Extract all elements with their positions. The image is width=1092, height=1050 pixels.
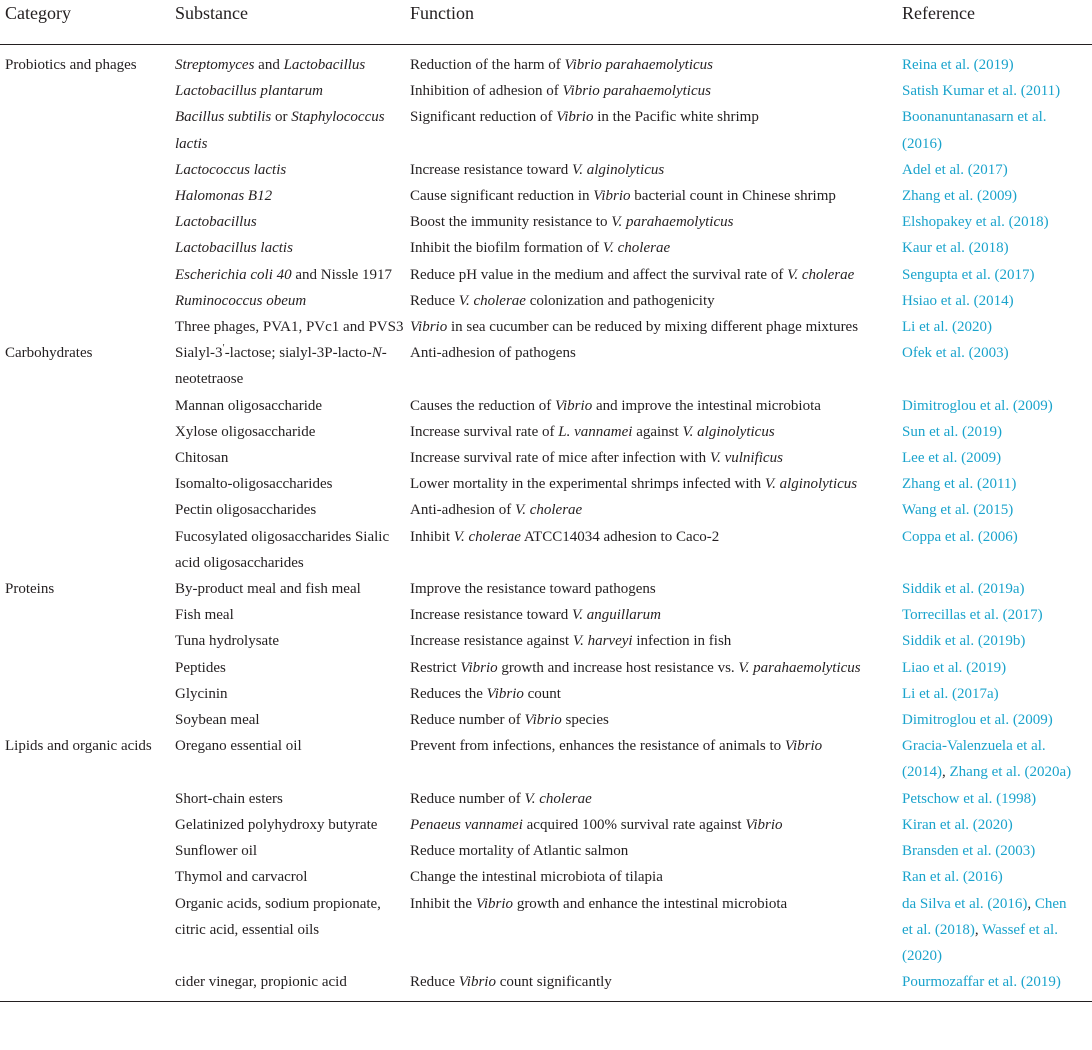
cell-reference[interactable]: Sengupta et al. (2017) [902,266,1035,283]
cell-function: Reduces the Vibrio count [410,685,561,702]
cell-substance: Soybean meal [175,712,260,729]
cell-substance: Xylose oligosaccharide [175,423,316,440]
table-row [0,497,1092,523]
table-row [0,471,1092,497]
cell-function: Increase survival rate of mice after infection with V. vulnificus [410,450,783,467]
cell-category: Lipids and organic acids [5,738,152,755]
cell-substance: Fucosylated oligosaccharides Sialic acid oligosaccharides [175,528,390,571]
table-row [0,707,1092,733]
table-row [0,576,1092,602]
header-category: Category [0,0,175,45]
cell-category [0,183,175,209]
cell-substance: Ruminococcus obeum [175,292,307,309]
header-reference: Reference [902,0,1092,45]
cell-function: Improve the resistance toward pathogens [410,581,656,598]
cell-category [0,235,175,261]
cell-function: Restrict Vibrio growth and increase host resistance vs. V. parahaemolyticus [410,659,861,676]
cell-reference[interactable]: Boonanuntanasarn et al. (2016) [902,109,1047,152]
cell-category: Proteins [5,581,55,598]
header-row [0,0,1092,45]
table-row [0,262,1092,288]
cell-category [0,419,175,445]
cell-substance: Gelatinized polyhydroxy butyrate [175,816,378,833]
cell-function: Causes the reduction of Vibrio and improve the intestinal microbiota [410,397,821,414]
cell-reference[interactable]: Bransden et al. (2003) [902,843,1036,860]
cell-substance: By-product meal and fish meal [175,581,361,598]
cell-function: Change the intestinal microbiota of tilapia [410,869,663,886]
cell-function: Increase resistance toward V. alginolyticus [410,161,665,178]
cell-category [0,602,175,628]
cell-reference[interactable]: Dimitroglou et al. (2009) [902,397,1053,414]
cell-function: Increase survival rate of L. vannamei against V. alginolyticus [410,423,775,440]
table-row [0,209,1092,235]
cell-category [0,891,175,970]
cell-reference[interactable]: Reina et al. (2019) [902,57,1014,73]
cell-reference[interactable]: Liao et al. (2019) [902,659,1007,676]
table-row [0,393,1092,419]
cell-function: Inhibit the biofilm formation of V. cholerae [410,240,671,257]
cell-reference[interactable]: Gracia-Valenzuela et al. (2014), Zhang et al. (2020a) [902,738,1072,781]
cell-function: Increase resistance against V. harveyi infection in fish [410,633,732,650]
table-row [0,288,1092,314]
table-row [0,445,1092,471]
cell-substance: Lactobacillus [175,214,257,231]
cell-function: Penaeus vannamei acquired 100% survival rate against Vibrio [410,816,783,833]
cell-reference[interactable]: Kaur et al. (2018) [902,240,1009,257]
cell-reference[interactable]: Sun et al. (2019) [902,423,1002,440]
cell-reference[interactable]: da Silva et al. (2016), Chen et al. (2018), Wassef et al. (2020) [902,895,1067,964]
cell-reference[interactable]: Adel et al. (2017) [902,161,1008,178]
cell-function: Prevent from infections, enhances the resistance of animals to Vibrio [410,738,823,755]
cell-reference[interactable]: Ran et al. (2016) [902,869,1003,886]
cell-function: Reduce number of Vibrio species [410,712,609,729]
table-row [0,864,1092,890]
cell-reference[interactable]: Pourmozaffar et al. (2019) [902,969,1092,1002]
cell-reference[interactable]: Li et al. (2017a) [902,685,999,702]
cell-category [0,838,175,864]
cell-category [0,628,175,654]
cell-substance: Bacillus subtilis or Staphylococcus lactis [175,109,385,152]
table-row [0,681,1092,707]
cell-function: Increase resistance toward V. anguillarum [410,607,661,624]
cell-category [0,812,175,838]
cell-category [0,707,175,733]
cell-category [0,209,175,235]
cell-substance: Short-chain esters [175,790,283,807]
cell-reference[interactable]: Coppa et al. (2006) [902,528,1018,545]
cell-category [0,78,175,104]
cell-function: Inhibit V. cholerae ATCC14034 adhesion to Caco-2 [410,528,720,545]
table-row [0,419,1092,445]
table-row [0,838,1092,864]
cell-function: Reduce pH value in the medium and affect the survival rate of V. cholerae [410,266,855,283]
cell-substance: Fish meal [175,607,234,624]
cell-substance: Lactococcus lactis [175,161,287,178]
cell-category [0,786,175,812]
cell-reference[interactable]: Siddik et al. (2019b) [902,633,1026,650]
cell-category [0,524,175,576]
table-row [0,340,1092,392]
cell-substance: Glycinin [175,685,228,702]
table-row [0,78,1092,104]
cell-substance: Streptomyces and Lactobacillus [175,57,366,73]
cell-function: Reduction of the harm of Vibrio parahaemolyticus [410,57,714,73]
cell-reference[interactable]: Zhang et al. (2011) [902,476,1017,493]
table-header [0,0,1092,45]
cell-substance: Isomalto-oligosaccharides [175,476,333,493]
table-row [0,733,1092,785]
cell-category [0,393,175,419]
cell-substance: Pectin oligosaccharides [175,502,317,519]
cell-reference[interactable]: Wang et al. (2015) [902,502,1014,519]
cell-substance: Chitosan [175,450,229,467]
cell-function: Cause significant reduction in Vibrio bacterial count in Chinese shrimp [410,188,836,205]
cell-reference[interactable]: Torrecillas et al. (2017) [902,607,1043,624]
cell-category [0,157,175,183]
cell-function: Anti-adhesion of V. cholerae [410,502,583,519]
header-function: Function [410,0,902,45]
table-row [0,183,1092,209]
table-row [0,628,1092,654]
cell-category [0,471,175,497]
cell-category [0,314,175,340]
header-substance: Substance [175,0,410,45]
cell-function: Reduce Vibrio count significantly [410,969,902,1002]
cell-function: Vibrio in sea cucumber can be reduced by mixing different phage mixtures [410,319,859,336]
cell-function: Reduce V. cholerae colonization and pathogenicity [410,292,715,309]
cell-reference[interactable]: Petschow et al. (1998) [902,790,1037,807]
cell-category [0,262,175,288]
cell-reference[interactable]: Elshopakey et al. (2018) [902,214,1049,231]
table-row [0,891,1092,970]
cell-category [0,969,175,1002]
cell-substance: Mannan oligosaccharide [175,397,323,414]
cell-function: Reduce number of V. cholerae [410,790,592,807]
cell-function: Lower mortality in the experimental shrimps infected with V. alginolyticus [410,476,858,493]
cell-category: Probiotics and phages [5,57,137,73]
cell-reference[interactable]: Zhang et al. (2009) [902,188,1017,205]
cell-category [0,497,175,523]
cell-reference[interactable]: Dimitroglou et al. (2009) [902,712,1053,729]
cell-substance: Halomonas B12 [175,188,273,205]
cell-substance: Oregano essential oil [175,738,302,755]
cell-category [0,655,175,681]
cell-category [0,288,175,314]
table-row [0,45,1092,79]
cell-function: Significant reduction of Vibrio in the Pacific white shrimp [410,109,759,126]
cell-substance: Sialyl-3′-lactose; sialyl-3P-lacto-N-neotetraose [175,343,387,388]
cell-substance: Escherichia coli 40 and Nissle 1917 [175,266,393,283]
table-row [0,235,1092,261]
cell-substance: Sunflower oil [175,843,258,860]
cell-substance: Peptides [175,659,226,676]
cell-substance: Lactobacillus plantarum [175,83,323,100]
cell-category [0,445,175,471]
table-body [0,45,1092,1002]
cell-substance: Thymol and carvacrol [175,869,308,886]
cell-category [0,864,175,890]
table-row [0,602,1092,628]
table-row [0,104,1092,156]
cell-substance: Tuna hydrolysate [175,633,280,650]
table-row [0,157,1092,183]
table-row [0,969,1092,1002]
cell-substance: Three phages, PVA1, PVc1 and PVS3 [175,319,404,336]
cell-function: Reduce mortality of Atlantic salmon [410,843,629,860]
cell-category: Carbohydrates [5,345,93,362]
cell-substance: Organic acids, sodium propionate, citric acid, essential oils [175,895,381,938]
cell-function: Inhibition of adhesion of Vibrio parahaemolyticus [410,83,711,100]
cell-substance: cider vinegar, propionic acid [175,969,410,1002]
table-row [0,655,1092,681]
cell-reference[interactable]: Hsiao et al. (2014) [902,292,1014,309]
cell-function: Boost the immunity resistance to V. parahaemolyticus [410,214,734,231]
table-row [0,314,1092,340]
table-row [0,786,1092,812]
cell-reference[interactable]: Siddik et al. (2019a) [902,581,1025,598]
cell-category [0,681,175,707]
table-row [0,524,1092,576]
cell-function: Inhibit the Vibrio growth and enhance the intestinal microbiota [410,895,788,912]
cell-reference[interactable]: Li et al. (2020) [902,319,992,336]
cell-reference[interactable]: Kiran et al. (2020) [902,816,1013,833]
cell-substance: Lactobacillus lactis [175,240,293,257]
cell-reference[interactable]: Ofek et al. (2003) [902,345,1009,362]
table-row [0,812,1092,838]
cell-category [0,104,175,156]
cell-reference[interactable]: Lee et al. (2009) [902,450,1002,467]
cell-function: Anti-adhesion of pathogens [410,345,576,362]
cell-reference[interactable]: Satish Kumar et al. (2011) [902,83,1061,100]
